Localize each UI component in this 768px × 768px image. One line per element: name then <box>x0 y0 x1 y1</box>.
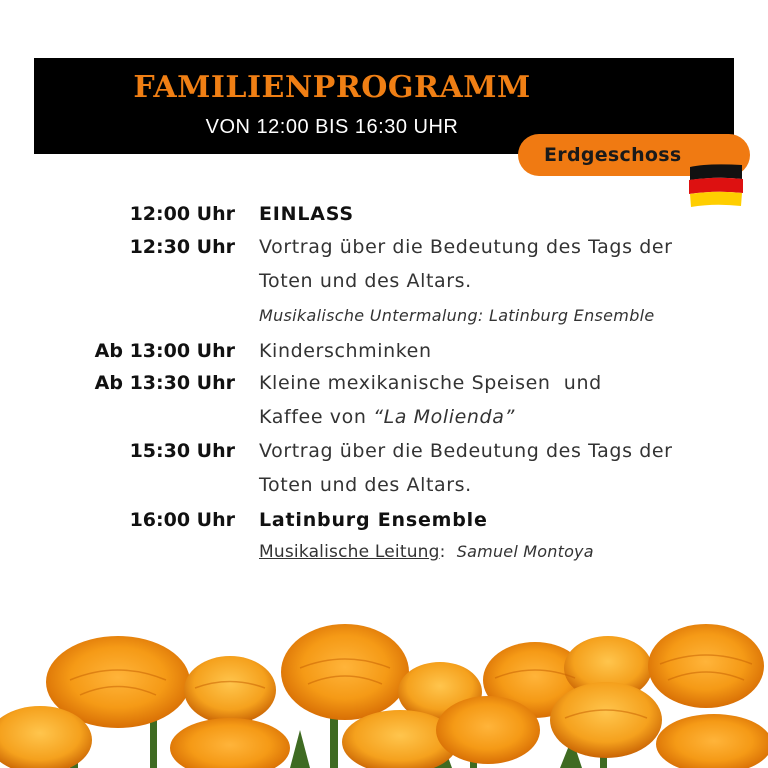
time-label: Ab 13:30 Uhr <box>94 372 235 394</box>
event-text: Kinderschminken <box>259 340 432 362</box>
page-subtitle: VON 12:00 BIS 16:30 UHR <box>205 116 459 138</box>
credit-name: Samuel Montoya <box>456 542 594 561</box>
event-text: Vortrag über die Bedeutung des Tags der <box>259 440 673 462</box>
time-label: 15:30 Uhr <box>129 440 235 462</box>
time-label: 16:00 Uhr <box>129 509 235 531</box>
event-text: Kleine mexikanische Speisen und <box>259 372 602 394</box>
cafe-name: “La Molienda” <box>373 406 515 428</box>
event-text <box>259 406 515 428</box>
credit-separator: : <box>439 542 446 562</box>
floor-badge: Erdgeschoss <box>518 134 750 176</box>
german-flag-icon <box>688 163 744 207</box>
event-text: Vortrag über die Bedeutung des Tags der <box>259 236 673 258</box>
time-label: Ab 13:00 Uhr <box>94 340 235 362</box>
event-text-prefix: Kaffee von <box>259 406 374 428</box>
event-text: Toten und des Altars. <box>259 474 472 496</box>
event-title: Latinburg Ensemble <box>259 509 488 531</box>
time-label: 12:30 Uhr <box>129 236 235 258</box>
event-title: EINLASS <box>259 203 354 225</box>
event-text: Toten und des Altars. <box>259 270 472 292</box>
credit-label: Musikalische Leitung <box>259 542 440 562</box>
time-label: 12:00 Uhr <box>129 203 235 225</box>
event-note: Musikalische Untermalung: Latinburg Ensemble <box>259 306 655 325</box>
page-title: FAMILIENPROGRAMM <box>133 70 531 105</box>
marigold-flowers-image <box>0 620 768 768</box>
event-credit <box>259 542 594 562</box>
